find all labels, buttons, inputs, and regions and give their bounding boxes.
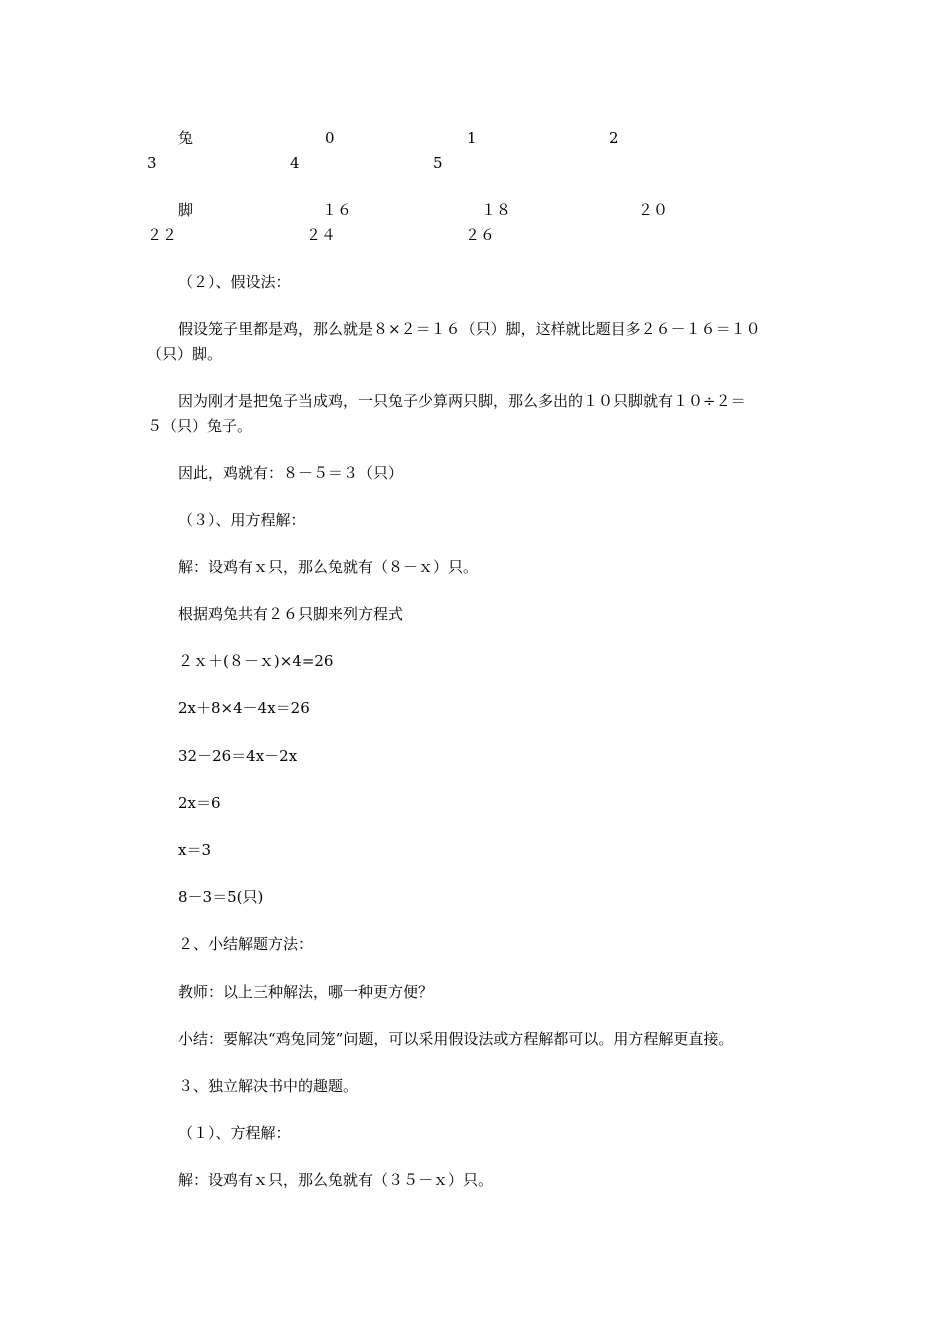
method3-setup: 解：设鸡有ｘ只，那么兔就有（８－ｘ）只。 <box>178 558 479 576</box>
summary-heading: ２、小结解题方法： <box>178 935 314 953</box>
equation-line: 2x＋8×4－4x＝26 <box>178 699 310 717</box>
summary-conclusion: 小结：要解决“鸡兔同笼”问题，可以采用假设法或方程解都可以。用方程解更直接。 <box>178 1030 734 1048</box>
feet-value: ２２ <box>147 226 178 244</box>
feet-value: ２６ <box>465 226 496 244</box>
method2-conclusion: 因此，鸡就有：８－５＝３（只） <box>178 464 404 482</box>
method2-paragraph-line: ５（只）兔子。 <box>147 417 253 435</box>
teacher-question: 教师：以上三种解法，哪一种更方便？ <box>178 983 434 1001</box>
equation-line: ２ｘ＋(８－ｘ)×4=26 <box>178 652 334 670</box>
method2-paragraph-line: 假设笼子里都是鸡，那么就是８×２＝１６（只）脚，这样就比题目多２６－１６＝１０ <box>178 320 761 338</box>
task3-heading: ３、独立解决书中的趣题。 <box>178 1077 359 1095</box>
method3-heading: （３）、用方程解： <box>178 511 306 529</box>
equation-line: 8－3＝5(只) <box>178 888 264 906</box>
method2-paragraph-line: （只）脚。 <box>147 345 223 363</box>
method2-heading: （２）、假设法： <box>178 273 291 291</box>
task3-setup: 解：设鸡有ｘ只，那么兔就有（３５－ｘ）只。 <box>178 1171 494 1189</box>
feet-value: ２０ <box>638 201 669 219</box>
feet-value: １６ <box>322 201 353 219</box>
rabbit-value: 4 <box>290 154 300 172</box>
method3-basis: 根据鸡兔共有２６只脚来列方程式 <box>178 605 404 623</box>
feet-value: １８ <box>481 201 512 219</box>
rabbit-row-label: 兔 <box>178 129 194 147</box>
method2-paragraph-line: 因为刚才是把兔子当成鸡，一只兔子少算两只脚，那么多出的１０只脚就有１０÷２＝ <box>178 392 746 410</box>
equation-line: x＝3 <box>178 841 212 859</box>
equation-line: 32－26＝4x－2x <box>178 747 298 765</box>
rabbit-value: 0 <box>325 129 335 147</box>
rabbit-value: 1 <box>467 129 477 147</box>
rabbit-value: 5 <box>433 154 443 172</box>
feet-row-label: 脚 <box>178 201 194 219</box>
rabbit-value: 2 <box>609 129 619 147</box>
feet-value: ２４ <box>306 226 337 244</box>
task3-sub-heading: （１）、方程解： <box>178 1124 291 1142</box>
equation-line: 2x＝6 <box>178 794 221 812</box>
rabbit-value: 3 <box>147 154 157 172</box>
